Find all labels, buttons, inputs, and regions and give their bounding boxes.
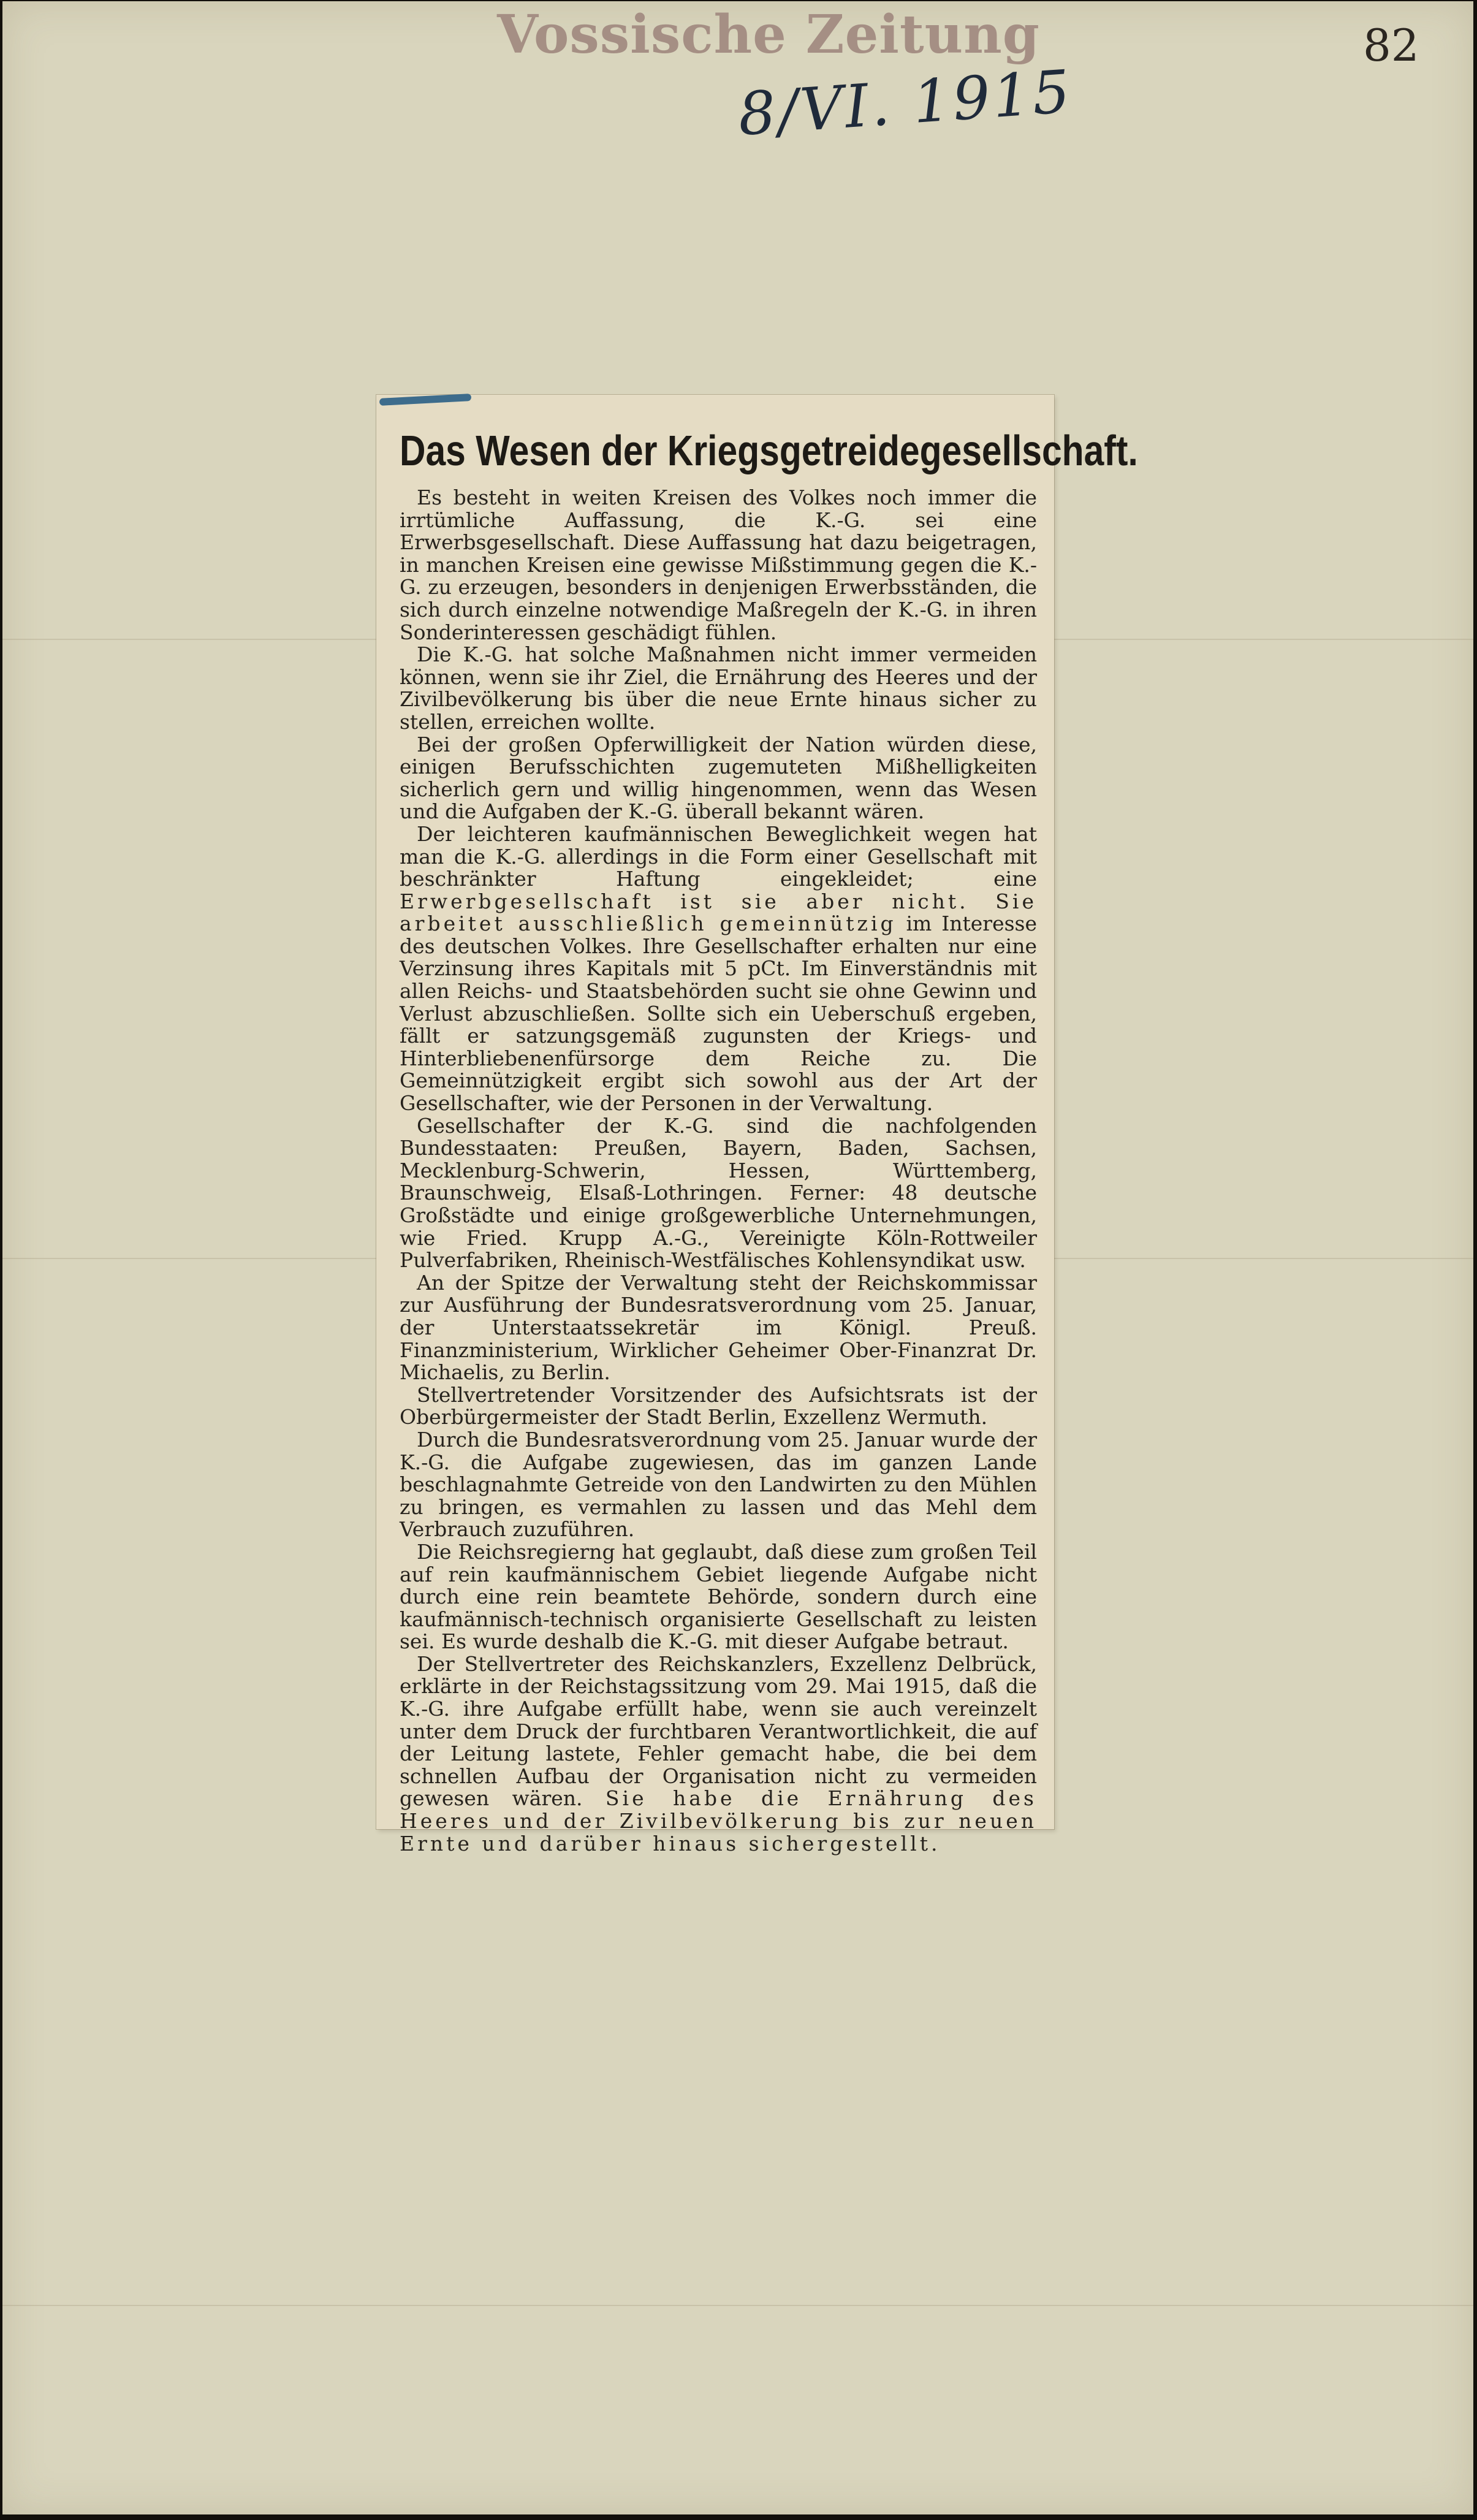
article-paragraph: Die K.-G. hat solche Maßnahmen nicht immer vermeiden können, wenn sie ihr Ziel, die Ernährung des Heeres und der Zivilbevölkerung bis über die neue Ernte hinaus sicher zu stellen, erreichen wollte. [400,642,1037,734]
article-paragraph: Gesellschafter der K.-G. sind die nachfolgenden Bundesstaaten: Preußen, Bayern, Baden, Sachsen, Mecklenburg-Schwerin, Hessen, Württemberg, Braunschweig, Elsaß-Lothringen. Ferner: 48 deutsche Großstädte und einige großgewerbliche Unternehmungen, wie Fried. Krupp A.-G., Vereinigte Köln-Rottweiler Pulverfabriken, Rheinisch-Westfälisches Kohlensyndikat usw. [400,1113,1037,1273]
archive-sheet [2,1,1473,2514]
article-paragraph: Durch die Bundesratsverordnung vom 25. Januar wurde der K.-G. die Aufgabe zugewiesen, das im ganzen Lande beschlagnahmte Getreide von den Landwirten zu den Mühlen zu bringen, es vermahlen zu lassen und das Mehl dem Verbrauch zuzuführen. [400,1427,1037,1542]
article-paragraph: An der Spitze der Verwaltung steht der Reichskommissar zur Ausführung der Bundesratsverordnung vom 25. Januar, der Unterstaatssekretär im Königl. Preuß. Finanzministerium, Wirklicher Geheimer Ober-Finanzrat Dr. Michaelis, zu Berlin. [400,1270,1037,1385]
newspaper-stamp: Vossische Zeitung [497,4,1040,66]
newspaper-clipping [376,395,1138,1856]
article-paragraph: Stellvertretender Vorsitzender des Aufsichtsrats ist der Oberbürgermeister der Stadt Berlin, Exzellenz Wermuth. [400,1382,1037,1429]
article-paragraph [400,823,1037,1115]
blue-pencil-mark [379,394,471,406]
article-paragraph: Die Reichsregierng hat geglaubt, daß diese zum großen Teil auf rein kaufmännischem Gebiet liegende Aufgabe nicht durch eine rein beamtete Behörde, sondern durch eine kaufmännisch-technisch organisierte Gesellschaft zu leisten sei. Es wurde deshalb die K.-G. mit dieser Aufgabe betraut. [400,1539,1037,1654]
fold-line [2,2305,1473,2306]
article-title: Das Wesen der Kriegsgetreidegesellschaft. [400,427,1138,474]
article-body [400,487,1037,1855]
article-paragraph: Bei der großen Opferwilligkeit der Nation würden diese, einigen Berufsschichten zugemuteten Mißhelligkeiten sicherlich gern und willig hingenommen, wenn das Wesen und die Aufgaben der K.-G. überall bekannt wären. [400,732,1037,824]
spaced-emphasis-text: Sie habe die Ernährung des Heeres und der Zivilbevölkerung bis zur neuen Ernte und darüber hinaus sichergestellt. [400,1786,1037,1856]
spaced-emphasis-text: Erwerbgesellschaft ist sie aber nicht. Sie arbeitet ausschließlich gemeinnützig [400,889,1037,936]
paragraph-text: Der Stellvertreter des Reichskanzlers, Exzellenz Delbrück, erklärte in der Reichstagssitzung vom 29. Mai 1915, daß die K.-G. ihre Aufgabe erfüllt habe, wenn sie auch vereinzelt unter dem Druck der furchtbaren Verantwortlichkeit, die auf der Leitung lastete, Fehler gemacht habe, die bei dem schnellen Aufbau der Organisation nicht zu vermeiden gewesen wären. [400,1651,1037,1811]
handwritten-date: 8/VI. 1915 [735,57,1075,149]
paragraph-text: im Interesse des deutschen Volkes. Ihre Gesellschafter erhalten nur eine Verzinsung ihres Kapitals mit 5 pCt. Im Einverständnis mit allen Reichs- und Staatsbehörden sucht sie ohne Gewinn und Verlust abzuschließen. Sollte sich ein Ueberschuß ergeben, fällt er satzungsgemäß zugunsten der Kriegs- und Hinterbliebenenfürsorge dem Reiche zu. Die Gemeinnützigkeit ergibt sich sowohl aus der Art der Gesellschafter, wie der Personen in der Verwaltung. [400,912,1037,1116]
page-number: 82 [1363,20,1419,71]
article-paragraph: Es besteht in weiten Kreisen des Volkes noch immer die irrtümliche Auffassung, die K.-G. sei eine Erwerbsgesellschaft. Diese Auffassung hat dazu beigetragen, in manchen Kreisen eine gewisse Mißstimmung gegen die K.-G. zu erzeugen, besonders in denjenigen Erwerbsständen, die sich durch einzelne notwendige Maßregeln der K.-G. in ihren Sonderinteressen geschädigt fühlen. [400,485,1037,644]
article-paragraph [400,1653,1037,1855]
paragraph-text: Der leichteren kaufmännischen Beweglichkeit wegen hat man die K.-G. allerdings in die Form einer Gesellschaft mit beschränkter Haftung eingekleidet; eine [400,821,1037,891]
